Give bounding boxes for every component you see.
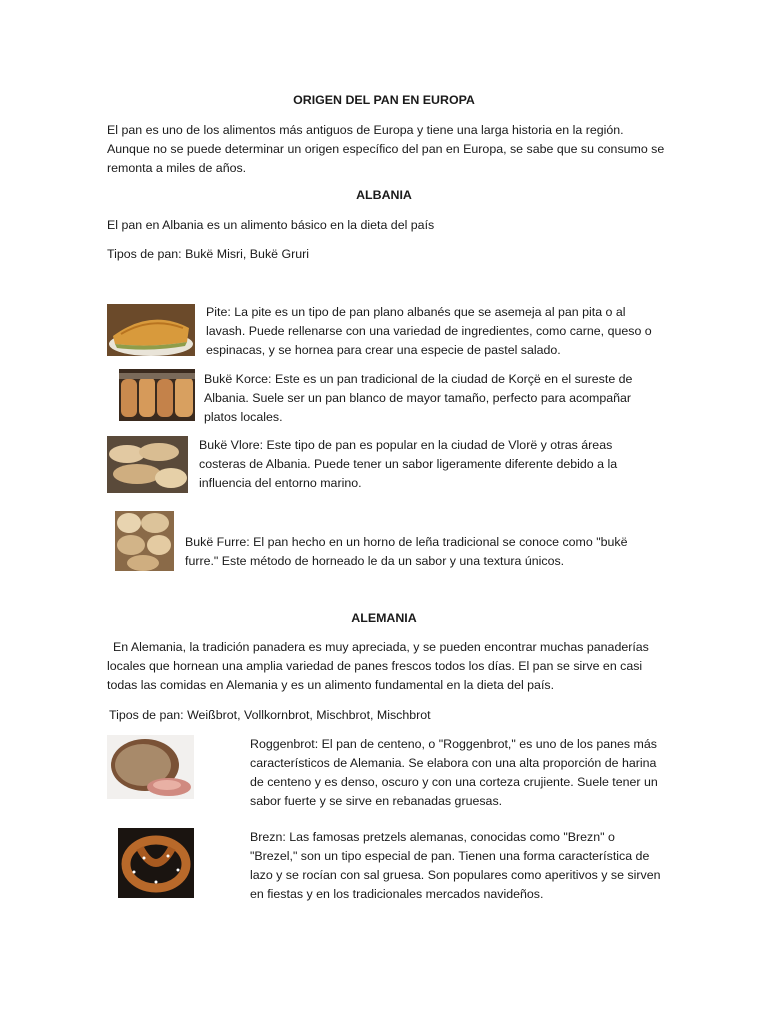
bread-pite-text: Pite: La pite es un tipo de pan plano albanés que se asemeja al pan pita o al lavash. Puede rellenarse con una variedad de ingredientes, como carne, queso o espinacas, y se hornea para crear una especie de pastel salado.: [206, 305, 652, 357]
pite-image: [107, 304, 195, 356]
bread-korce-text: Bukë Korce: Este es un pan tradicional de la ciudad de Korçë en el sureste de Albania. Suele ser un pan blanco de mayor tamaño, perfecto para acompañar platos locales.: [204, 372, 633, 424]
bread-brezn-text: Brezn: Las famosas pretzels alemanas, conocidas como "Brezn" o "Brezel," son un tipo especial de pan. Tienen una forma característica de lazo y se rocían con sal gruesa. Son populares como aperitivos y se sirven en fiestas y en los tradicionales mercados navideños.: [250, 830, 661, 901]
section-heading-alemania: ALEMANIA: [351, 611, 417, 625]
roggenbrot-image: [107, 735, 194, 799]
brezn-image: [118, 828, 194, 898]
albania-intro: El pan en Albania es un alimento básico en la dieta del país: [107, 218, 435, 232]
albania-types: Tipos de pan: Bukë Misri, Bukë Gruri: [107, 247, 310, 261]
alemania-types: Tipos de pan: Weißbrot, Vollkornbrot, Mischbrot, Mischbrot: [109, 708, 431, 722]
bread-roggenbrot-text: Roggenbrot: El pan de centeno, o "Roggenbrot," es uno de los panes más característicos de Alemania. Se elabora con una alta proporción de harina de centeno y es denso, oscuro y con una corteza crujiente. Suele tener un sabor fuerte y se sirve en rebanadas gruesas.: [250, 737, 658, 808]
buke-furre-image: [115, 511, 174, 571]
document-title: ORIGEN DEL PAN EN EUROPA: [293, 93, 475, 107]
buke-vlore-image: [107, 436, 188, 493]
bread-furre-text: Bukë Furre: El pan hecho en un horno de leña tradicional se conoce como "bukë furre." Este método de horneado le da un sabor y una textura únicos.: [185, 535, 628, 568]
section-heading-albania: ALBANIA: [356, 188, 412, 202]
intro-paragraph: El pan es uno de los alimentos más antiguos de Europa y tiene una larga historia en la región. Aunque no se puede determinar un origen específico del pan en Europa, se sabe que su consumo se remonta a miles de años.: [107, 123, 665, 175]
alemania-intro: En Alemania, la tradición panadera es muy apreciada, y se pueden encontrar muchas panaderías locales que hornean una amplia variedad de panes frescos todos los días. El pan se sirve en casi todas las comidas en Alemania y es un alimento fundamental en la dieta del país.: [107, 640, 649, 692]
buke-korce-image: [119, 369, 195, 421]
bread-vlore-text: Bukë Vlore: Este tipo de pan es popular en la ciudad de Vlorë y otras áreas costeras de Albania. Puede tener un sabor ligeramente diferente debido a la influencia del entorno marino.: [199, 438, 618, 490]
